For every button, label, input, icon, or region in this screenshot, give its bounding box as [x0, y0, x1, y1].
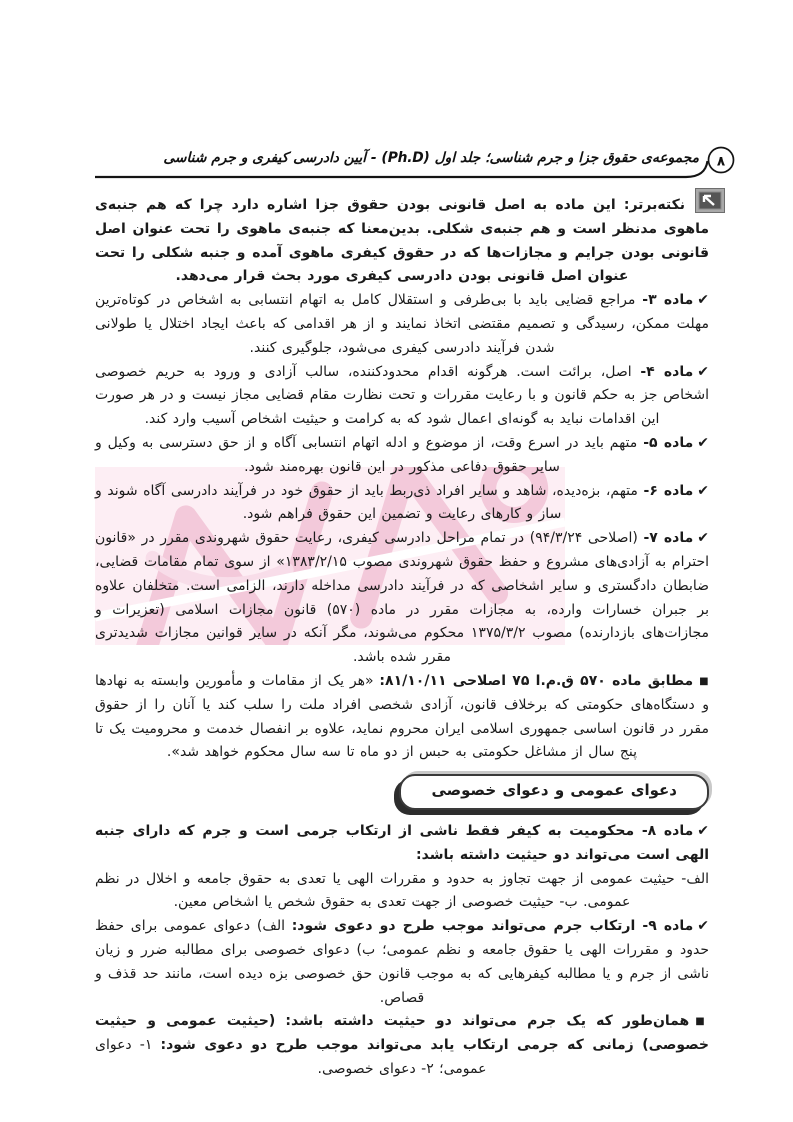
paragraph-text: ماده ۵- متهم باید در اسرع وقت، از موضوع و ادله اتهام انتسابی آگاه و از حق دسترسی به وکیل و سایر حقوق دفاعی مذکور در این قانون بهره‌مند شود. [95, 434, 694, 475]
paragraph-text: ماده ۴- اصل، برائت است. هرگونه اقدام محدودکننده، سالب آزادی و ورود به حریم خصوصی اشخاص جز به حکم قانون و با رعایت مقررات و تحت نظارت مقام قضایی مجاز نیست و در هر صورت این اقدامات نباید به گونه‌ای اعمال شود که به کرامت و حیثیت اشخاص آسیب وارد کند. [95, 363, 709, 428]
checkmark-icon: ✔ [697, 822, 709, 839]
paragraph-text: ماده ۹- ارتکاب جرم می‌تواند موجب طرح دو دعوی شود: الف) دعوای عمومی برای حفظ حدود و مقررات الهی یا حقوق جامعه و نظم عمومی؛ ب) دعوای خصوصی برای مطالبه ضرر و زیان ناشی از جرم و یا مطالبه کیفرهایی که به موجب قانون حق خصوصی بزه دیده است، مانند حد قذف و قصاص. [95, 918, 709, 1006]
page-body-text [95, 194, 709, 1082]
section-heading [399, 774, 709, 810]
square-bullet-icon: ■ [699, 675, 710, 687]
checkmark-icon: ✔ [697, 363, 710, 380]
paragraph-text: ماده ۳- مراجع قضایی باید با بی‌طرفی و استقلال کامل به اتهام انتسابی به اشخاص در کوتاه‌ترین مهلت ممکن، رسیدگی و تصمیم مقتضی اتخاذ نمایند و از هر اقدامی که باعث ایجاد اختلال یا طولانی شدن فرآیند دادرسی کیفری می‌شود، جلوگیری کنند. [95, 292, 709, 356]
paragraph [95, 289, 709, 360]
checkmark-icon: ✔ [697, 918, 709, 935]
checkmark-icon: ✔ [697, 482, 710, 499]
corner-arrow-icon [695, 188, 725, 213]
paragraph-text: ماده ۸- محکومیت به کیفر فقط ناشی از ارتکاب جرمی است و جرم که دارای جنبه الهی است می‌تواند دو حیثیت داشته باشد: [95, 822, 709, 863]
paragraph-text: ماده ۶- متهم، بزه‌دیده، شاهد و سایر افراد ذی‌ربط باید از حقوق خود در فرآیند دادرسی آگاه شوند و ساز و کارهای رعایت و تضمین این حقوق فراهم شود. [95, 482, 694, 523]
paragraph [95, 194, 709, 289]
header-rule [0, 140, 793, 192]
paragraph-text: ماده ۷- (اصلاحی ۹۴/۳/۲۴) در تمام مراحل دادرسی کیفری، رعایت حقوق شهروندی مقرر در «قانون احترام به آزادی‌های مشروع و حفظ حقوق شهروندی مصوب ۱۳۸۳/۲/۱۵» از سوی تمام مقامات قضایی، ضابطان دادگستری و سایر اشخاصی که در فرآیند دادرسی مداخله دارند، الزامی است. متخلفان علاوه بر جبران خسارات وارده، به مجازات مقرر در ماده (۵۷۰) قانون مجازات اسلامی (تعزیرات و مجازات‌های بازدارنده) مصوب ۱۳۷۵/۳/۲ محکوم می‌شوند، مگر آنکه در سایر قوانین مجازات شدیدتری مقرر شده باشد. [95, 530, 709, 666]
paragraph-text: الف- حیثیت عمومی از جهت تجاوز به حدود و مقررات الهی یا تعدی به حقوق جامعه و اخلال در نظم عمومی. ب- حیثیت خصوصی از جهت تعدی به حقوق شخص یا اشخاص معین. [95, 870, 709, 911]
paragraph [95, 432, 709, 480]
paragraph [95, 361, 709, 432]
paragraph [95, 915, 709, 1010]
paragraph-text: همان‌طور که یک جرم می‌تواند دو حیثیت داشته باشد: (حیثیت عمومی و حیثیت خصوصی) زمانی که جرمی ارتکاب یابد می‌تواند موجب طرح دو دعوی شود: ۱- دعوای عمومی؛ ۲- دعوای خصوصی. [95, 1013, 710, 1077]
paragraph [95, 480, 709, 528]
section-heading-row [95, 774, 709, 810]
running-head-title: مجموعه‌ی حقوق جزا و جرم شناسی؛ جلد اول (Ph.D) - آیین دادرسی کیفری و جرم شناسی [163, 150, 699, 166]
square-bullet-icon: ■ [695, 1016, 709, 1028]
paragraph [95, 868, 709, 916]
paragraph [95, 1010, 709, 1081]
paragraph [95, 527, 709, 670]
checkmark-icon: ✔ [697, 530, 709, 547]
page-number: ۸ [716, 153, 726, 170]
paragraph [95, 820, 709, 868]
section-heading-label: دعوای عمومی و دعوای خصوصی [431, 781, 677, 800]
paragraph [95, 670, 709, 765]
paragraph-text: نکته‌برتر: این ماده به اصل قانونی بودن حقوق جزا اشاره دارد چرا که هم جنبه‌ی ماهوی مدنظر است و هم جنبه‌ی شکلی. بدین‌معنا که جنبه‌ی ماهوی را تحت عنوان اصل قانونی بودن جرایم و مجازات‌ها که در حقوق کیفری ماهوی آمده و جنبه شکلی را تحت عنوان اصل قانونی بودن دادرسی کیفری مورد بحث قرار می‌دهد. [95, 197, 709, 285]
checkmark-icon: ✔ [697, 292, 710, 309]
paragraph-text: مطابق ماده ۵۷۰ ق.م.ا ۷۵ اصلاحی ۸۱/۱۰/۱۱: «هر یک از مقامات و مأمورین وابسته به نهادها و دستگاه‌های حکومتی که برخلاف قانون، آزادی شخصی افراد ملت را سلب کند یا آنان را از حقوق مقرر در قانون اساسی جمهوری اسلامی ایران محروم نماید، علاوه بر انفصال خدمت و محرومیت یک تا پنج سال از مشاغل حکومتی به حبس از دو ماه تا سه سال محکوم خواهد شد». [95, 672, 709, 761]
checkmark-icon: ✔ [697, 434, 710, 451]
